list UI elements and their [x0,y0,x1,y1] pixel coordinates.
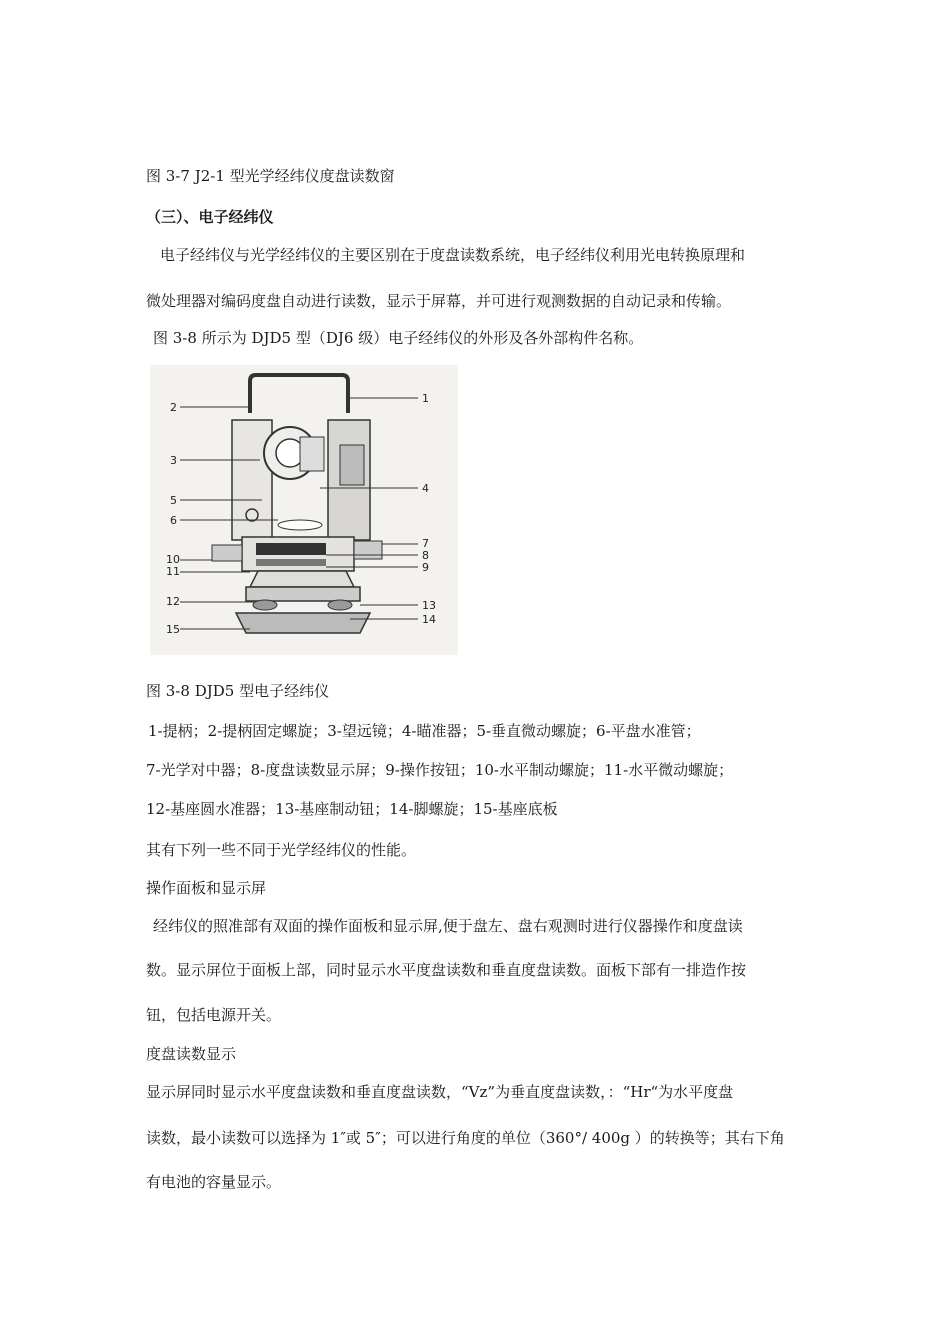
callout-label: 10 [166,553,180,566]
callout-label: 8 [422,549,429,562]
callout-label: 7 [422,537,429,550]
subheading: 度盘读数显示 [146,1045,237,1063]
paragraph-line: 读数，最小读数可以选择为 1″或 5″；可以进行角度的单位（360°/ 400g ）的转换等；其右下角 [146,1129,785,1147]
callout-label: 2 [170,401,177,414]
paragraph-line: 钮，包括电源开关。 [146,1006,282,1024]
callout-label: 6 [170,514,177,527]
callout-label: 4 [422,482,429,495]
paragraph-line: 电子经纬仪与光学经纬仪的主要区别在于度盘读数系统，电子经纬仪利用光电转换原理和 [160,246,746,264]
callout-label: 9 [422,561,429,574]
paragraph-line: 有电池的容量显示。 [146,1173,282,1191]
callout-label: 12 [166,595,180,608]
callout-label: 11 [166,565,180,578]
paragraph-line: 数。显示屏位于面板上部，同时显示水平度盘读数和垂直度盘读数。面板下部有一排造作按 [146,961,747,979]
paragraph-line: 图 3-8 所示为 DJD5 型（DJ6 级）电子经纬仪的外形及各外部构件名称。 [153,329,644,347]
paragraph-line: 其有下列一些不同于光学经纬仪的性能。 [146,841,417,859]
section-heading: （三）、电子经纬仪 [146,208,274,226]
callout-label: 5 [170,494,177,507]
callout-label: 14 [422,613,436,626]
callout-label: 13 [422,599,436,612]
parts-list-line: 12-基座圆水准器；13-基座制动钮；14-脚螺旋；15-基座底板 [146,800,558,818]
parts-list-line: 1-提柄；2-提柄固定螺旋；3-望远镜；4-瞄准器；5-垂直微动螺旋；6-平盘水准管； [148,722,701,740]
paragraph-line: 显示屏同时显示水平度盘读数和垂直度盘读数，“Vz”为垂直度盘读数，：“Hr“为水平度盘 [146,1083,734,1101]
callout-label: 15 [166,623,180,636]
subheading: 操作面板和显示屏 [146,879,267,897]
parts-list-line: 7-光学对中器；8-度盘读数显示屏；9-操作按钮；10-水平制动螺旋；11-水平微动螺旋； [146,761,734,779]
figure-3-8-caption: 图 3-8 DJD5 型电子经纬仪 [146,682,330,700]
callout-label: 1 [422,392,429,405]
figure-3-7-caption: 图 3-7 J2-1 型光学经纬仪度盘读数窗 [146,167,395,185]
paragraph-line: 经纬仪的照准部有双面的操作面板和显示屏,便于盘左、盘右观测时进行仪器操作和度盘读 [153,917,743,935]
theodolite-figure [150,365,458,655]
paragraph-line: 微处理器对编码度盘自动进行读数，显示于屏幕，并可进行观测数据的自动记录和传输。 [146,292,732,310]
callout-label: 3 [170,454,177,467]
